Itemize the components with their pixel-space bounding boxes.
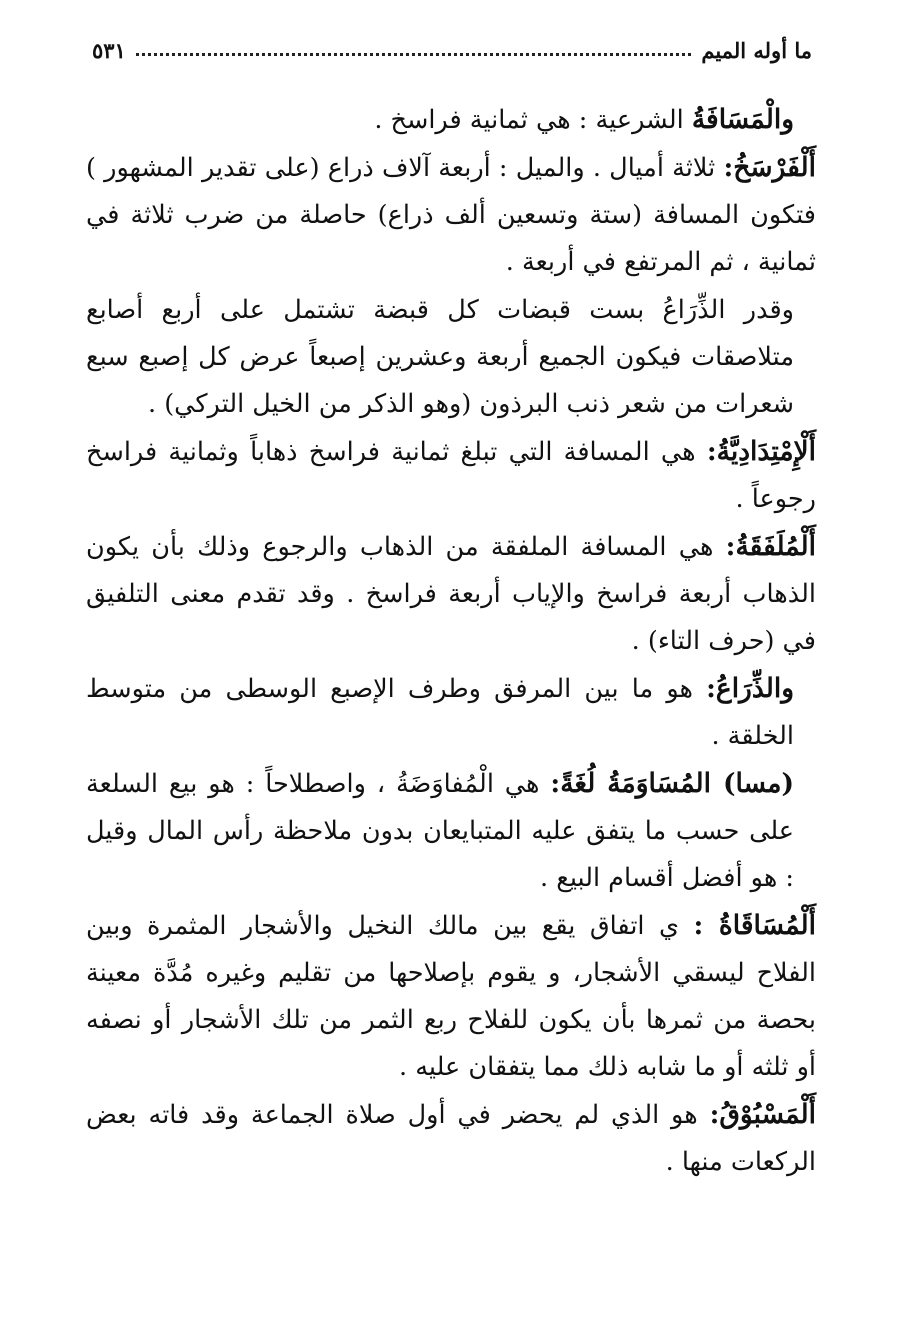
entry-term: (مسا) المُسَاوَمَةُ لُغَةً: <box>550 768 794 799</box>
entry-term: أَلْفَرْسَخُ: <box>723 152 816 183</box>
entry-paragraph <box>86 1091 816 1186</box>
chapter-title: ما أوله الميم <box>701 37 812 63</box>
entry-paragraph <box>86 286 816 428</box>
entry-text: هي المسافة التي تبلغ ثمانية فراسخ ذهاباً وثمانية فراسخ رجوعاً . <box>86 437 816 514</box>
entry-paragraph <box>86 96 816 144</box>
entry-text: هي المسافة الملفقة من الذهاب والرجوع وذلك بأن يكون الذهاب أربعة فراسخ والإياب أربعة فراسخ . وقد تقدم معنى التلفيق في (حرف التاء) . <box>86 532 816 656</box>
page-body <box>86 96 816 1186</box>
entry-paragraph <box>86 523 816 665</box>
entry-term: أَلْمَسْبُوْقُ: <box>709 1099 816 1130</box>
header-dot-leader <box>136 53 692 56</box>
entry-paragraph <box>86 902 816 1091</box>
entry-term: أَلْمُسَاقَاةُ : <box>693 910 816 941</box>
entry-term: والذِّرَاعُ: <box>706 673 794 704</box>
entry-term: أَلْإِمْتِدَادِيَّةُ: <box>706 436 816 467</box>
entry-term: أَلْمُلَفَقَةُ: <box>725 531 816 562</box>
entry-text: الشرعية : هي ثمانية فراسخ . <box>374 105 692 135</box>
page-number: ٥٣١ <box>92 37 126 63</box>
entry-text: هو ما بين المرفق وطرف الإصبع الوسطى من متوسط الخلقة . <box>86 674 794 751</box>
entry-text: هو الذي لم يحضر في أول صلاة الجماعة وقد فاته بعض الركعات منها . <box>86 1100 816 1177</box>
entry-term: والْمَسَافَةُ <box>691 104 794 135</box>
running-header <box>92 30 812 70</box>
entry-text: هي الْمُفاوَضَةُ ، واصطلاحاً : هو بيع السلعة على حسب ما يتفق عليه المتبايعان بدون ملاحظة رأس المال وقيل : هو أفضل أقسام البيع . <box>86 769 794 893</box>
entry-text: ي اتفاق يقع بين مالك النخيل والأشجار المثمرة وبين الفلاح ليسقي الأشجار، و يقوم بإصلاحها من تقليم وغيره مُدَّة معينة بحصة من ثمرها بأن يكون للفلاح ربع الثمر من تلك الأشجار أو نصفه أو ثلثه أو ما شابه ذلك مما يتفقان عليه . <box>86 911 816 1082</box>
entry-paragraph <box>86 428 816 523</box>
entry-paragraph <box>86 665 816 760</box>
entry-paragraph <box>86 760 816 902</box>
entry-text: ثلاثة أميال . والميل : أربعة آلاف ذراع (على تقدير المشهور ) فتكون المسافة (ستة وتسعين ألف ذراع) حاصلة من ضرب ثلاثة في ثمانية ، ثم المرتفع في أربعة . <box>86 153 816 277</box>
entry-text: وقدر الذِّرَاعُ بست قبضات كل قبضة تشتمل على أربع أصابع متلاصقات فيكون الجميع أربعة وعشرين إصبعاً عرض كل إصبع سبع شعرات من شعر ذنب البرذون (وهو الذكر من الخيل التركي) . <box>86 295 794 419</box>
entry-paragraph <box>86 144 816 286</box>
